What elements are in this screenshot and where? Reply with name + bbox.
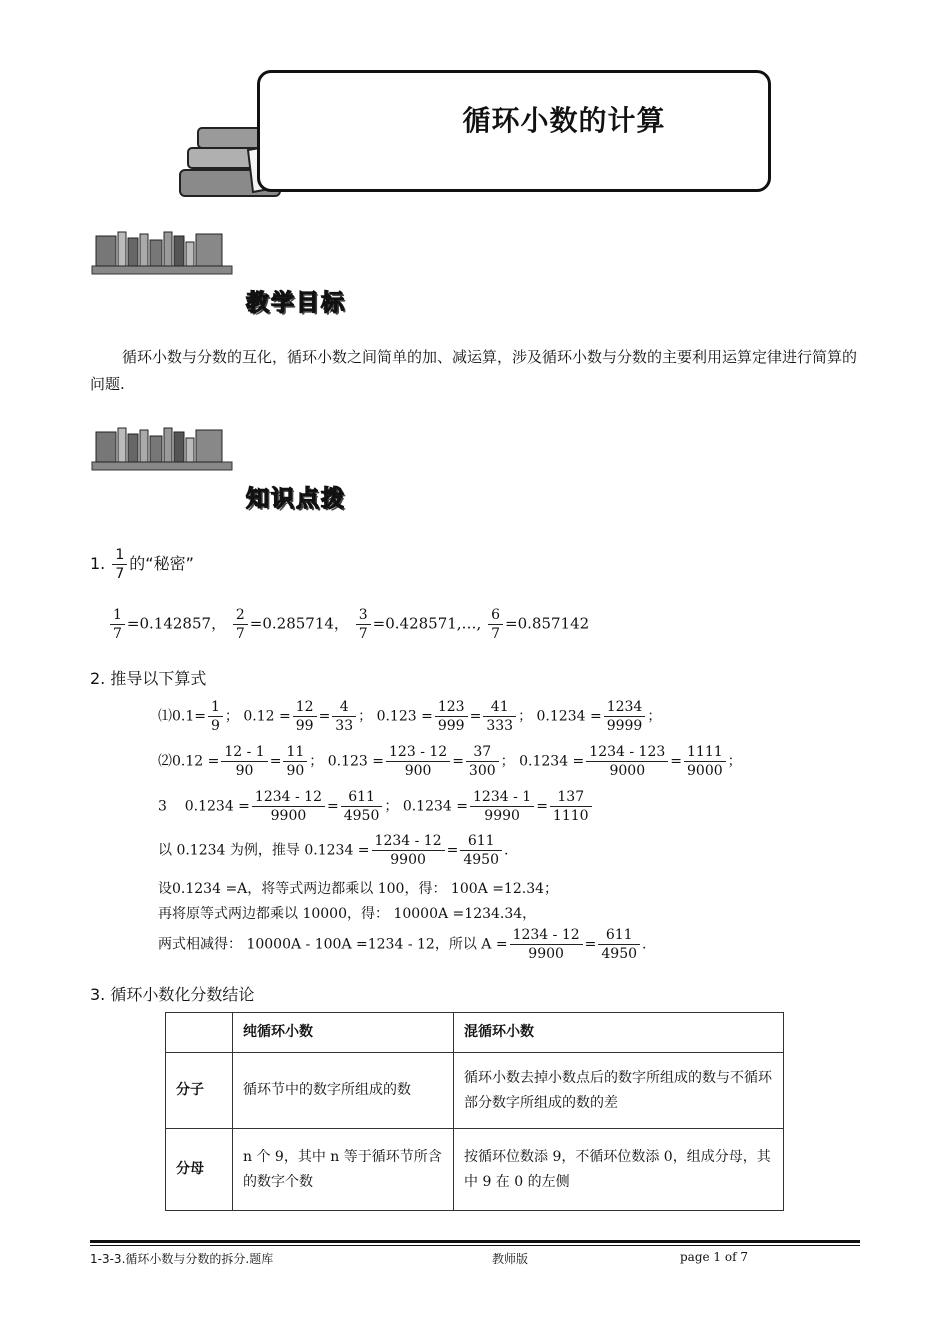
title-box	[257, 70, 771, 192]
table-header-cell: 混循环小数	[454, 1013, 784, 1053]
table-cell: 循环节中的数字所组成的数	[233, 1053, 454, 1129]
footer-rule	[90, 1240, 860, 1243]
sevenths-line: $\frac{1}{7}$ =0.142857， $\frac{2}{7}$ =0.285714， $\frac{3}{7}$ =0.428571,…, $\frac{6}{7}$ =0.857142	[108, 606, 589, 643]
table-header-cell	[166, 1013, 233, 1053]
table-cell: 按循环位数添 9，不循环位数添 0，组成分母，其中 9 在 0 的左侧	[454, 1129, 784, 1211]
section-knowledge-points: 知识点拨	[246, 486, 346, 512]
heading-3: 3. 循环小数化分数结论	[90, 985, 255, 1004]
table-cell: 循环小数去掉小数点后的数字所组成的数与不循环部分数字所组成的数的差	[454, 1053, 784, 1129]
goals-paragraph: 循环小数与分数的互化，循环小数之间简单的加、减运算，涉及循环小数与分数的主要利用运算定律进行简算的问题.	[90, 348, 858, 393]
conclusion-table	[165, 1012, 784, 1211]
heading-2: 2. 推导以下算式	[90, 669, 207, 688]
row-label: 分母	[166, 1129, 233, 1211]
table-row	[166, 1129, 784, 1211]
derivation-line-3: 再将原等式两边都乘以 10000，得： 10000A =1234.34，	[158, 906, 537, 922]
table-row	[166, 1053, 784, 1129]
bookshelf-icon	[90, 424, 235, 472]
footer-center: 教师版	[492, 1252, 529, 1266]
bookshelf-icon	[90, 228, 235, 276]
formula-line-1: ⑴0.1= $\frac{1}{9}$ ； 0.12 = $\frac{12}{99}$ = $\frac{4}{33}$ ； 0.123 = $\frac{123}{999}$ = $\frac{41}{333}$ ； 0.1234 = $\frac{1234}{9999}$ ；	[158, 699, 662, 734]
heading-1: 1. $\frac{1}{7}$ 的“秘密”	[90, 547, 194, 582]
footer-rule-thin	[90, 1245, 860, 1246]
formula-line-3: 3 0.1234 = $\frac{1234 - 12}{9900}$ = $\frac{611}{4950}$ ； 0.1234 = $\frac{1234 - 1}{9990}$ = $\frac{137}{1110}$	[158, 788, 594, 825]
derivation-line-4: 两式相减得： 10000A - 100A =1234 - 12，所以 A = $\frac{1234 - 12}{9900}$ = $\frac{611}{4950}$ .	[158, 927, 647, 962]
footer-left: 1-3-3.循环小数与分数的拆分.题库	[90, 1252, 274, 1266]
derivation-line-2: 设0.1234 =A，将等式两边都乘以 100，得： 100A =12.34；	[158, 881, 559, 897]
section-teaching-goals: 教学目标	[246, 290, 346, 316]
page-title: 循环小数的计算	[462, 104, 666, 137]
footer-page: page 1 of 7	[680, 1250, 748, 1264]
table-cell: n 个 9，其中 n 等于循环节所含的数字个数	[233, 1129, 454, 1211]
formula-line-2: ⑵0.12 = $\frac{12 - 1}{90}$ = $\frac{11}{90}$ ； 0.123 = $\frac{123 - 12}{900}$ = $\frac{37}{300}$ ； 0.1234 = $\frac{1234 - 123}{9000}$ = $\frac{1111}{9000}$ ；	[158, 744, 742, 779]
table-header-row	[166, 1013, 784, 1053]
row-label: 分子	[166, 1053, 233, 1129]
derivation-line-1: 以 0.1234 为例，推导 0.1234 = $\frac{1234 - 12}{9900}$ = $\frac{611}{4950}$ .	[158, 833, 509, 868]
fraction: $\frac{1}{7}$	[112, 546, 127, 583]
table-header-cell: 纯循环小数	[233, 1013, 454, 1053]
